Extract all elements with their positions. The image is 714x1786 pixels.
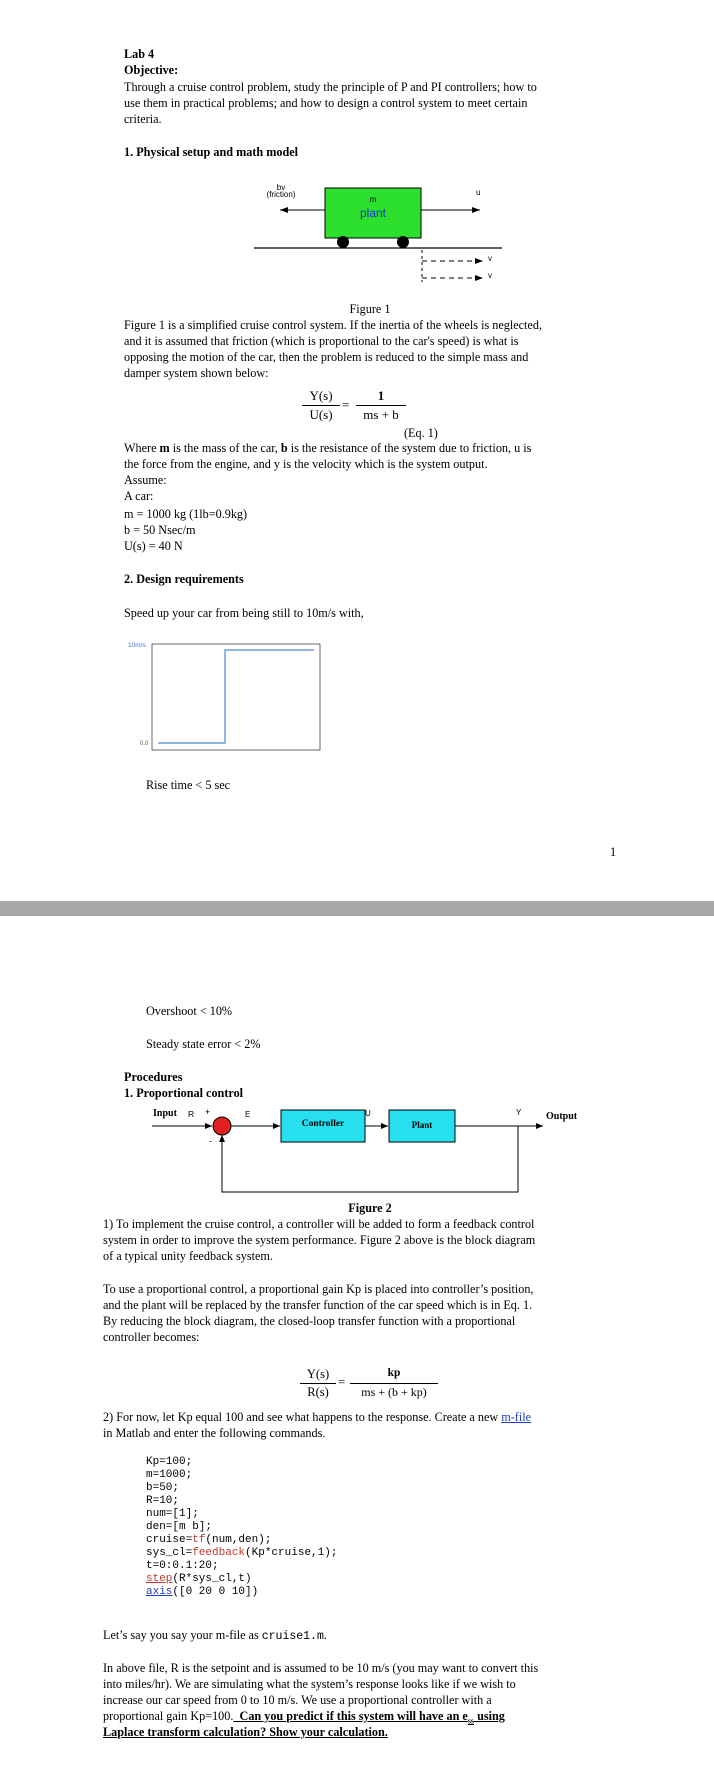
- mass-label: m: [369, 195, 377, 204]
- code-link-step[interactable]: step: [146, 1573, 173, 1585]
- step-y-bottom-label: 0.0: [140, 741, 149, 747]
- force-arrowhead: [472, 207, 480, 213]
- velocity-arrowhead-1: [475, 258, 483, 264]
- para3-text: 2) For now, let Kp equal 100 and see what happens to the response. Create a new: [103, 1410, 502, 1424]
- code-link-axis[interactable]: axis: [146, 1586, 173, 1598]
- friction-label-1: bv: [276, 183, 286, 192]
- eq2-equals: =: [338, 1375, 346, 1389]
- step-plot-frame: [152, 644, 320, 750]
- para4-using: using: [474, 1709, 505, 1723]
- para4-line-1: In above file, R is the setpoint and is assumed to be 10 m/s (you may want to convert this: [103, 1661, 539, 1675]
- steady-state-req: Steady state error < 2%: [146, 1037, 261, 1051]
- eq1-bar-left: [302, 405, 340, 406]
- plant-block-label: Plant: [411, 1120, 433, 1130]
- code-line: num=[1];: [146, 1508, 199, 1520]
- code-line: t=0:0.1:20;: [146, 1560, 219, 1572]
- code-keyword-feedback: feedback: [192, 1547, 246, 1559]
- para1-line-1: 1) To implement the cruise control, a controller will be added to form a feedback control: [103, 1217, 535, 1231]
- procedures-heading: Procedures: [124, 1070, 183, 1084]
- r-label: R: [188, 1109, 195, 1119]
- e-label: E: [245, 1110, 251, 1119]
- m-file-link[interactable]: m-file: [501, 1410, 532, 1424]
- overshoot-req: Overshoot < 10%: [146, 1004, 233, 1018]
- u-signal-label: U: [365, 1109, 371, 1118]
- save-line: [103, 1628, 327, 1643]
- equation-2: [300, 1367, 440, 1407]
- para4-question: Can you predict if this system will have an e: [233, 1709, 468, 1723]
- figure-1-caption: Figure 1: [349, 302, 391, 316]
- figure-2-diagram: [148, 1104, 592, 1202]
- para4-line-2: into miles/hr). We are simulating what the system’s response looks like if we wish to: [103, 1677, 516, 1691]
- prop-control-heading: 1. Proportional control: [124, 1086, 244, 1100]
- section2-heading: 2. Design requirements: [124, 572, 244, 586]
- para2-line-1: To use a proportional control, a proportional gain Kp is placed into controller’s position,: [103, 1282, 534, 1296]
- feedback-path: [222, 1126, 518, 1192]
- para1-line-3: of a typical unity feedback system.: [103, 1249, 273, 1263]
- para1-line-2: system in order to improve the system performance. Figure 2 above is the block diagram: [103, 1233, 536, 1247]
- code-text: ([0 20 0 10]): [172, 1586, 259, 1598]
- rise-time: Rise time < 5 sec: [146, 778, 231, 792]
- speed-line: Speed up your car from being still to 10m/s with,: [124, 606, 364, 620]
- code-text: sys_cl=: [146, 1547, 193, 1559]
- where-b: b: [280, 441, 288, 455]
- figure-1-diagram: [240, 182, 510, 292]
- save-text: Let’s say you say your m-file as: [103, 1628, 262, 1642]
- wheel-right: [397, 236, 409, 248]
- para2-line-2: and the plant will be replaced by the transfer function of the car speed which is in Eq. 1.: [103, 1298, 533, 1312]
- velocity-label-1: v: [488, 254, 492, 263]
- para3-line-1: [103, 1410, 531, 1425]
- objective-label: Objective:: [124, 63, 179, 77]
- code-line: R=10;: [146, 1495, 180, 1507]
- para4-text: proportional gain Kp=100.: [103, 1709, 234, 1723]
- b-value: b = 50 Nsec/m: [124, 523, 196, 537]
- where-m: m: [159, 441, 170, 455]
- eq1-bar-right: [356, 405, 406, 406]
- where-text-b: is the mass of the car,: [169, 441, 281, 455]
- force-label: u: [476, 188, 481, 197]
- step-plot-svg: [128, 640, 324, 755]
- u-arrowhead: [381, 1123, 388, 1129]
- eq2-num-left: Y(s): [306, 1367, 330, 1381]
- code-line: [146, 1534, 337, 1547]
- feedback-arrowhead: [219, 1135, 225, 1142]
- para4-line-5: Laplace transform calculation? Show your calculation.: [103, 1725, 388, 1739]
- plant-label: plant: [359, 206, 387, 220]
- fig1-desc-line-4: damper system shown below:: [124, 366, 269, 380]
- step-y-top-label: 10m/s: [128, 642, 146, 649]
- figure-2-caption: Figure 2: [348, 1201, 392, 1215]
- code-line: [146, 1586, 337, 1599]
- section1-heading: 1. Physical setup and math model: [124, 145, 299, 159]
- eq1-label: (Eq. 1): [404, 426, 438, 440]
- summing-junction: [213, 1117, 231, 1135]
- step-plot: [128, 640, 324, 755]
- eq2-num-right: kp: [387, 1367, 401, 1379]
- code-line: m=1000;: [146, 1469, 193, 1481]
- fig1-desc-line-1: Figure 1 is a simplified cruise control system. If the inertia of the wheels is neglected,: [124, 318, 542, 332]
- fig1-desc-line-2: and it is assumed that friction (which is proportional to the car's speed) is what is: [124, 334, 519, 348]
- ess-subscript: ss: [467, 1716, 475, 1726]
- save-filename: cruise1.m: [261, 1630, 324, 1643]
- objective-line-1: Through a cruise control problem, study the principle of P and PI controllers; how to: [124, 80, 537, 94]
- where-line-1: [124, 441, 531, 456]
- assume-label: Assume:: [124, 473, 167, 487]
- where-text-d: is the resistance of the system due to friction, u is: [287, 441, 532, 455]
- plus-sign: +: [205, 1107, 211, 1117]
- code-line: [146, 1547, 337, 1560]
- equation-1: [298, 388, 418, 436]
- eq2-bar-right: [350, 1383, 438, 1384]
- para2-line-4: controller becomes:: [103, 1330, 200, 1344]
- eq2-den-left: R(s): [307, 1385, 329, 1399]
- para2-line-3: By reducing the block diagram, the closed-loop transfer function with a proportional: [103, 1314, 516, 1328]
- error-arrowhead: [273, 1123, 280, 1129]
- m-value: m = 1000 kg (1lb=0.9kg): [124, 507, 248, 521]
- objective-line-3: criteria.: [124, 112, 162, 126]
- code-line: den=[m b];: [146, 1521, 213, 1533]
- where-text-a: Where: [124, 441, 160, 455]
- code-text: cruise=: [146, 1534, 193, 1546]
- velocity-label-2: v: [488, 271, 492, 280]
- friction-arrowhead: [280, 207, 288, 213]
- fig1-desc-line-3: opposing the motion of the car, then the problem is reduced to the simple mass and: [124, 350, 529, 364]
- eq1-num-left: Y(s): [309, 388, 333, 403]
- wheel-left: [337, 236, 349, 248]
- code-text: (R*sys_cl,t): [172, 1573, 252, 1585]
- code-line: [146, 1573, 337, 1586]
- input-label: Input: [153, 1108, 177, 1119]
- code-text: (num,den);: [205, 1534, 272, 1546]
- page-separator: [0, 901, 714, 916]
- output-label: Output: [546, 1111, 578, 1122]
- where-line-2: the force from the engine, and y is the velocity which is the system output.: [124, 457, 488, 471]
- minus-sign: -: [209, 1136, 212, 1146]
- output-arrowhead: [536, 1123, 543, 1129]
- controller-label: Controller: [301, 1119, 345, 1129]
- code-text: (Kp*cruise,1);: [245, 1547, 338, 1559]
- y-signal-label: Y: [516, 1108, 522, 1117]
- para3-line-2: in Matlab and enter the following commands.: [103, 1426, 326, 1440]
- eq1-num-right: 1: [377, 388, 385, 403]
- code-keyword-tf: tf: [192, 1534, 206, 1546]
- a-car-label: A car:: [124, 489, 154, 503]
- input-arrowhead: [205, 1123, 212, 1129]
- code-block: [146, 1456, 337, 1599]
- eq2-den-right: ms + (b + kp): [361, 1385, 427, 1399]
- figure-2-svg: [148, 1104, 592, 1202]
- eq2-bar-left: [300, 1383, 336, 1384]
- eq1-den-left: U(s): [309, 407, 333, 422]
- para4-line-3: increase our car speed from 0 to 10 m/s. We use a proportional controller with a: [103, 1693, 492, 1707]
- save-period: .: [323, 1628, 327, 1642]
- page-number: 1: [610, 845, 617, 859]
- u-value: U(s) = 40 N: [124, 539, 183, 553]
- objective-line-2: use them in practical problems; and how to design a control system to meet certain: [124, 96, 528, 110]
- velocity-arrowhead-2: [475, 275, 483, 281]
- friction-label-2: (friction): [266, 190, 296, 199]
- lab-title: Lab 4: [124, 47, 155, 61]
- code-line: Kp=100;: [146, 1456, 193, 1468]
- eq1-equals: =: [342, 397, 350, 412]
- code-line: b=50;: [146, 1482, 180, 1494]
- eq1-den-right: ms + b: [363, 407, 399, 422]
